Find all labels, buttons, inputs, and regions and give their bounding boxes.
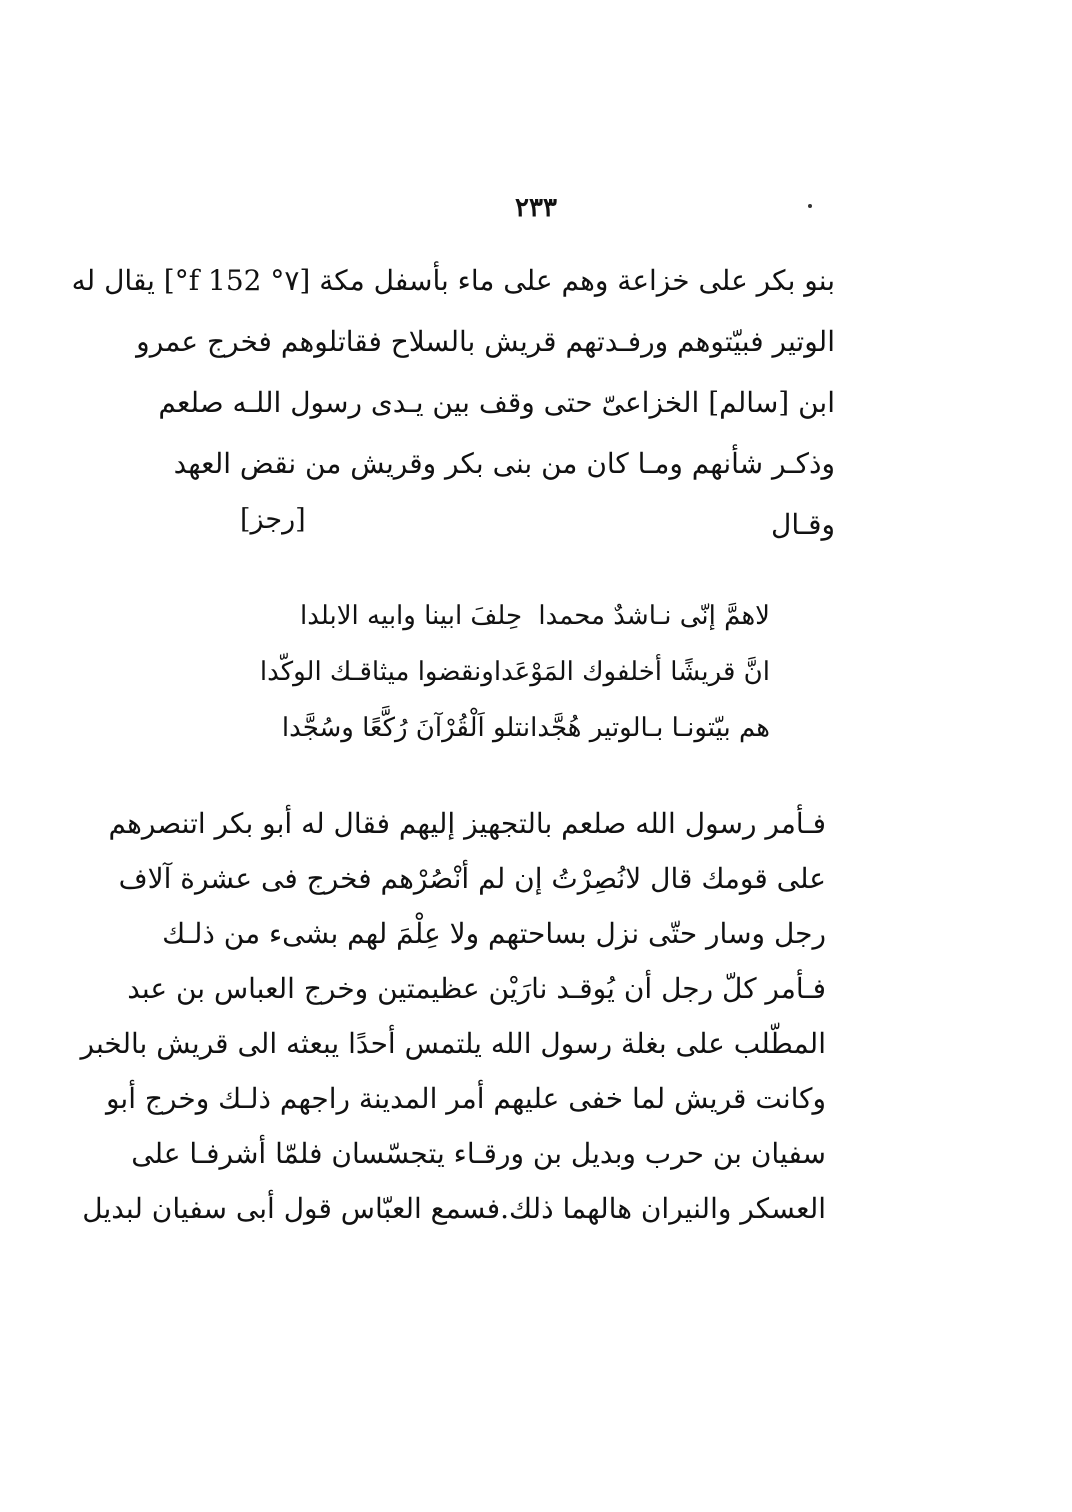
text-line: بنو بكر على خزاعة وهم على ماء بأسفل مكة [٧° 152 f°] يقال له [71,264,835,297]
first-hemistich: هم بيّتونـا بـالوتير هُجَّدا [530,713,770,743]
text-line: ابن [سالم] الخزاعىّ حتى وقف بين يـدى رسول اللـه صلعم [158,386,835,419]
second-hemistich: ونقضوا ميثاقـك الوكّدا [259,657,494,687]
text-line: وقـال [771,508,835,541]
text-line: وذكـر شأنهم ومـا كان من بنى بكر وقريش من نقض العهد [173,447,835,480]
text-line-with-meter [240,494,835,555]
ink-speck [808,204,812,208]
verse-line [259,644,770,700]
text-line: فـأمر رسول الله صلعم بالتجهيز إليهم فقال له أبو بكر اتنصرهم [108,807,826,840]
text-line: رجل وسار حتّى نزل بساحتهم ولا عِلْمَ لهم بشىء من ذلـك [162,917,826,950]
verse-line [281,700,770,756]
text-line: سفيان بن حرب وبديل بن ورقـاء يتجسّسان فلمّا أشرفـا على [131,1137,826,1170]
text-line: فـأمر كلّ رجل أن يُوقـد نارَيْن عظيمتين وخرج العباس بن عبد [127,972,826,1005]
first-hemistich: انَّ قريشًا أخلفوك المَوْعَدا [493,657,770,687]
page-number: ٢٣٣ [515,193,557,223]
first-hemistich: لاهمَّ إنّى نـاشدٌ محمدا [538,601,770,631]
text-line: الوتير فبيّتوهم ورفـدتهم قريش بالسلاح فقاتلوهم فخرج عمرو [136,325,835,358]
text-line: المطّلب على بغلة رسول الله يلتمس أحدًا يبعثه الى قريش بالخبر [80,1027,826,1060]
poem-verses [259,588,770,756]
second-hemistich: نتلو اَلْقُرْآنَ رُكَّعًا وسُجَّدا [281,713,531,743]
paragraph-2 [80,796,826,1236]
second-hemistich: حِلفَ ابينا وابيه الابلدا [300,601,523,631]
text-line: العسكر والنيران هالهما ذلك.فسمع العبّاس قول أبى سفيان لبديل [82,1192,826,1225]
text-line: وكانت قريش لما خفى عليهم أمر المدينة راجهم ذلـك وخرج أبو [105,1082,826,1115]
verse-line [300,588,770,644]
meter-label: [رجز] [240,504,306,535]
paragraph-1 [71,250,835,555]
text-line: على قومك قال لانُصِرْتُ إن لم أنْصُرْهم فخرج فى عشرة آلاف [118,862,826,895]
